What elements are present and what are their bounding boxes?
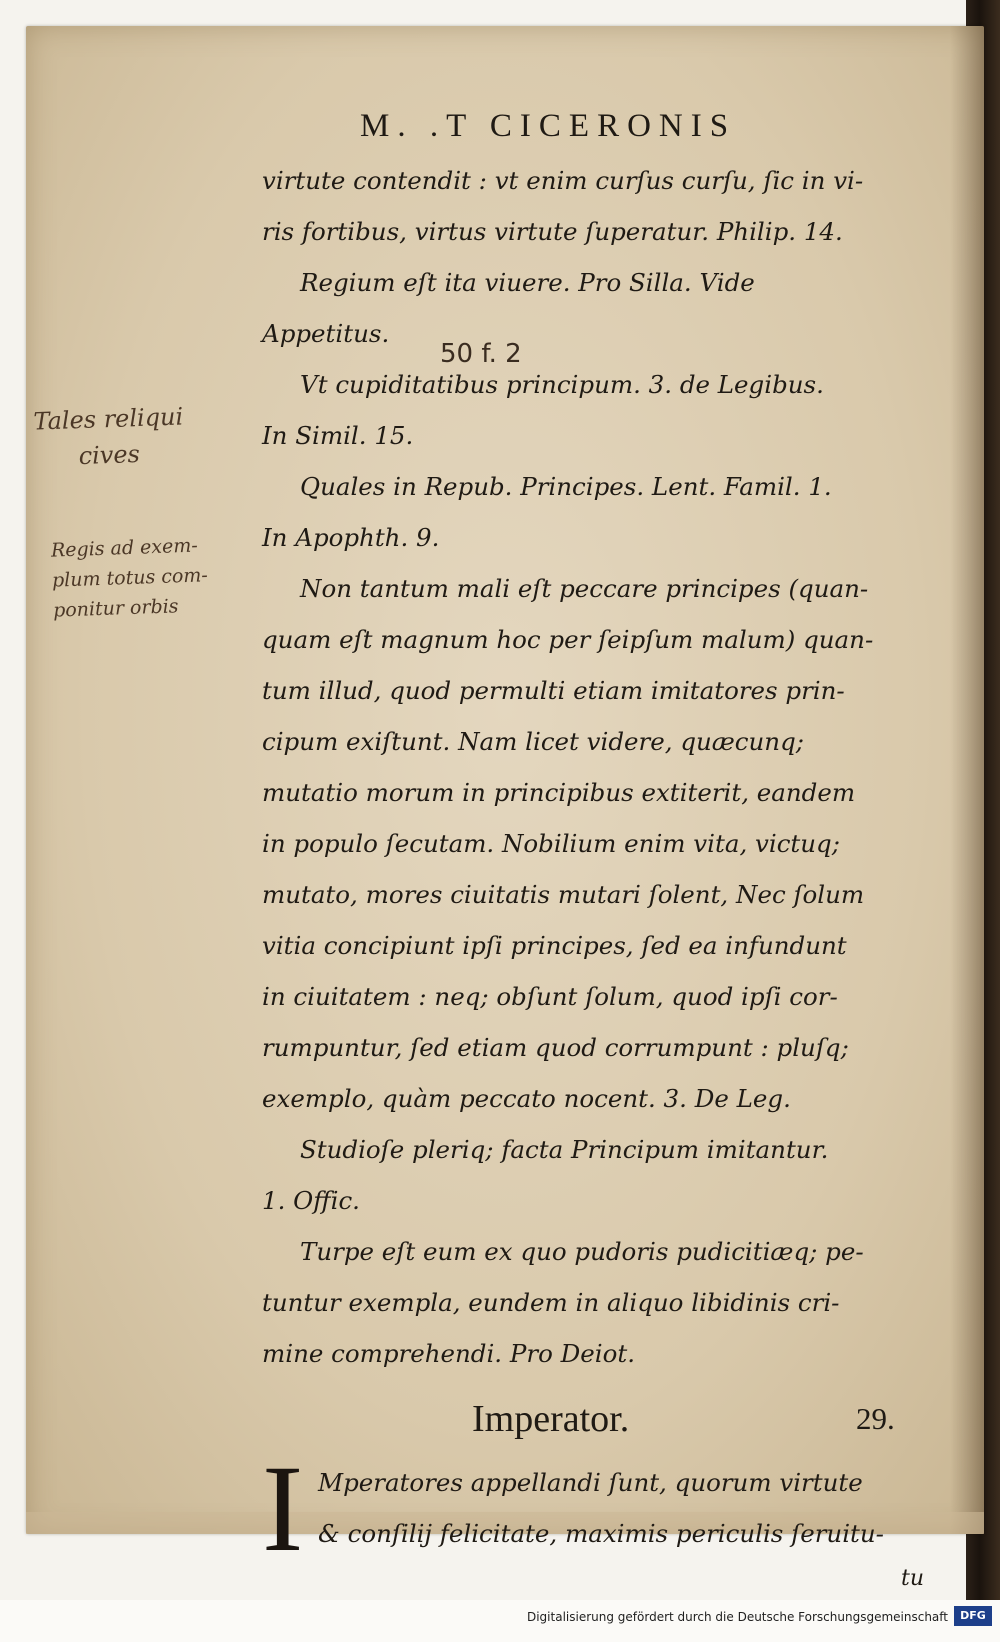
text-line: in populo ſecutam. Nobilium enim vita, victuq; xyxy=(262,829,840,858)
main-text xyxy=(262,155,942,1599)
text-line: rumpuntur, ſed etiam quod corrumpunt : pluſq; xyxy=(262,1033,849,1062)
section-paragraph xyxy=(262,1440,942,1577)
text-line: mine comprehendi. Pro Deiot. xyxy=(262,1339,635,1368)
text-line: vitia concipiunt ipſi principes, ſed ea infundunt xyxy=(262,931,847,960)
text-line: mutato, mores ciuitatis mutari ſolent, Nec ſolum xyxy=(262,880,865,909)
text-line: In Simil. 15. xyxy=(262,421,414,450)
text-line: Appetitus. xyxy=(262,319,390,348)
margin-note-line: ponitur orbis xyxy=(52,595,179,622)
text-line: Regium eſt ita viuere. Pro Silla. Vide xyxy=(300,268,755,297)
margin-note-2 xyxy=(50,528,263,625)
dfg-logo: DFG xyxy=(954,1606,992,1626)
text-line: Vt cupiditatibus principum. 3. de Legibus. xyxy=(300,370,824,399)
digitization-credit: Digitalisierung gefördert durch die Deutsche Forschungsgemeinschaft xyxy=(526,1610,948,1624)
handwritten-page-reference: 50 f. 2 xyxy=(440,339,522,369)
text-line: virtute contendit : vt enim curſus curſu, ſic in vi- xyxy=(262,166,864,195)
body-paragraphs xyxy=(262,155,942,1379)
text-line: 1. Offic. xyxy=(262,1186,360,1215)
text-line: Non tantum mali eſt peccare principes (quan- xyxy=(300,574,869,603)
margin-note-line: plum totus com- xyxy=(51,564,209,592)
text-line: tuntur exempla, eundem in aliquo libidinis cri- xyxy=(262,1288,840,1317)
text-line: exemplo, quàm peccato nocent. 3. De Leg. xyxy=(262,1084,791,1113)
margin-note-1 xyxy=(33,396,245,475)
margin-note-line: Regis ad exem- xyxy=(50,534,199,562)
text-line: Quales in Repub. Principes. Lent. Famil. 1. xyxy=(300,472,832,501)
text-line: mutatio morum in principibus extiterit, eandem xyxy=(262,778,856,807)
running-head: M. .T CICERONIS xyxy=(360,108,737,144)
drop-cap: I xyxy=(262,1440,304,1577)
section-number: 29. xyxy=(856,1401,895,1436)
text-line: Turpe eſt eum ex quo pudoris pudicitiæq; pe- xyxy=(300,1237,864,1266)
text-line: quam eſt magnum hoc per ſeipſum malum) quan- xyxy=(262,625,874,654)
text-line: tum illud, quod permulti etiam imitatores prin- xyxy=(262,676,845,705)
text-line: & conſilij felicitate, maximis periculis ſeruitu- xyxy=(318,1519,884,1548)
text-line: Studioſe pleriq; facta Principum imitantur. xyxy=(300,1135,829,1164)
text-line: cipum exiſtunt. Nam licet videre, quæcunq; xyxy=(262,727,805,756)
text-line: ris fortibus, virtus virtute ſuperatur. Philip. 14. xyxy=(262,217,843,246)
text-line: in ciuitatem : neq; obſunt ſolum, quod ipſi cor- xyxy=(262,982,838,1011)
margin-note-line: cives xyxy=(78,439,141,471)
section-heading: Imperator. xyxy=(472,1398,630,1440)
catchword: tu xyxy=(900,1566,924,1591)
text-line: Mperatores appellandi ſunt, quorum virtute xyxy=(318,1468,863,1497)
margin-note-line: Tales reliqui xyxy=(32,402,184,436)
text-line: In Apophth. 9. xyxy=(262,523,440,552)
section-heading-row xyxy=(262,1395,942,1457)
